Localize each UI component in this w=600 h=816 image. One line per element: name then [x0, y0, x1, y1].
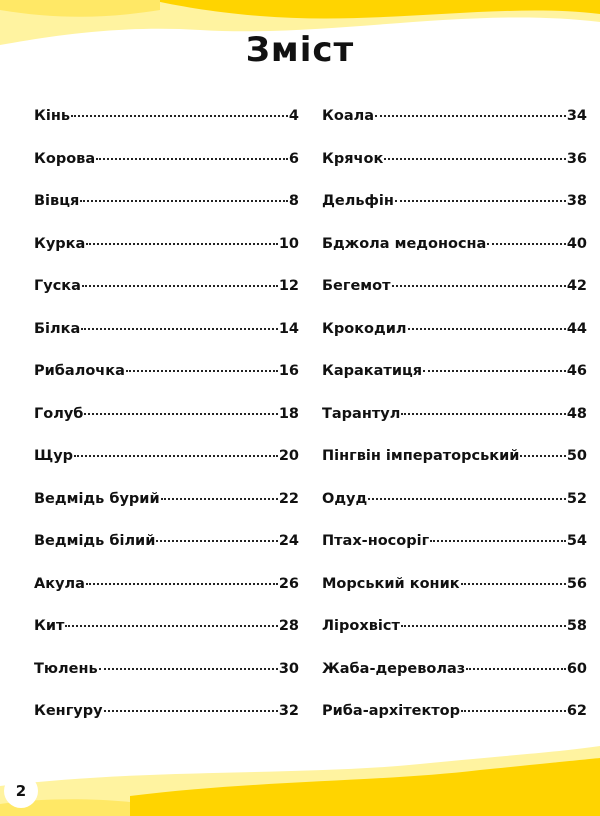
dot-leader	[368, 498, 566, 500]
toc-entry-page: 36	[566, 150, 587, 167]
dot-leader	[161, 498, 278, 500]
toc-entry-page: 62	[566, 703, 587, 719]
toc-entry-title: Птах-носоріг	[322, 533, 430, 549]
toc-entry[interactable]	[34, 321, 299, 364]
toc-entry-title: Кит	[34, 618, 65, 634]
toc-entry[interactable]	[322, 321, 587, 364]
toc-entry-title: Морський коник	[322, 575, 460, 592]
dot-leader	[82, 285, 278, 287]
toc-entry-page: 40	[566, 235, 587, 252]
page-title: Зміст	[245, 30, 355, 70]
toc-entry-title: Ведмідь білий	[34, 533, 156, 549]
toc-entry-title: Бджола медоносна	[322, 235, 487, 252]
dot-leader	[392, 285, 566, 287]
toc-entry[interactable]	[322, 576, 587, 619]
toc-entry[interactable]	[322, 533, 587, 576]
toc-entry-page: 20	[278, 448, 299, 464]
toc-entry[interactable]	[34, 661, 299, 704]
dot-leader	[104, 710, 278, 712]
toc-entry[interactable]	[34, 448, 299, 491]
toc-entry[interactable]	[34, 618, 299, 661]
toc-entry-title: Крячок	[322, 150, 384, 167]
toc-entry-page: 30	[278, 660, 299, 677]
dot-leader	[375, 115, 566, 117]
toc-entry[interactable]	[34, 406, 299, 449]
toc-entry-title: Курка	[34, 235, 86, 252]
toc-entry-page: 26	[278, 575, 299, 592]
dot-leader	[401, 625, 566, 627]
toc-entry-page: 10	[278, 235, 299, 252]
page-number: 2	[4, 774, 38, 808]
toc-entry[interactable]	[322, 193, 587, 236]
toc-entry-page: 54	[566, 533, 587, 549]
toc-entry-title: Гуска	[34, 278, 81, 294]
toc-entry-page: 34	[566, 108, 587, 124]
dot-leader	[487, 243, 565, 245]
toc-entry-page: 6	[288, 150, 299, 167]
toc-entry-page: 8	[288, 193, 299, 209]
dot-leader	[86, 243, 278, 245]
dot-leader	[408, 328, 566, 330]
toc-entry-page: 14	[278, 320, 299, 337]
toc-entry-title: Жаба-дереволаз	[322, 660, 466, 677]
toc-entry-page: 46	[566, 363, 587, 379]
toc-entry[interactable]	[34, 193, 299, 236]
toc-entry[interactable]	[322, 406, 587, 449]
toc-entry-page: 56	[566, 575, 587, 592]
toc-entry[interactable]	[322, 703, 587, 746]
toc-entry-title: Рибалочка	[34, 363, 125, 379]
dot-leader	[466, 668, 566, 670]
toc-entry[interactable]	[322, 151, 587, 194]
dot-leader	[384, 158, 566, 160]
dot-leader	[461, 710, 566, 712]
toc-entry-title: Каракатиця	[322, 363, 423, 379]
dot-leader	[395, 200, 566, 202]
toc-column-left	[34, 108, 299, 746]
toc-entry[interactable]	[34, 491, 299, 534]
toc-entry[interactable]	[322, 661, 587, 704]
dot-leader	[65, 625, 277, 627]
toc-entry-title: Коала	[322, 108, 375, 124]
dot-leader	[84, 413, 277, 415]
toc-entry-page: 44	[566, 320, 587, 337]
toc-entry[interactable]	[34, 533, 299, 576]
dot-leader	[156, 540, 277, 542]
toc-entry-title: Вівця	[34, 193, 80, 209]
toc-entry[interactable]	[34, 576, 299, 619]
toc-entry-title: Акула	[34, 575, 85, 592]
toc-entry-page: 18	[278, 405, 299, 422]
toc-entry-title: Голуб	[34, 405, 84, 422]
toc-entry-page: 24	[278, 533, 299, 549]
toc-entry-title: Крокодил	[322, 320, 407, 337]
toc-entry-title: Кенгуру	[34, 703, 103, 719]
toc-entry-title: Риба-архітектор	[322, 703, 461, 719]
dot-leader	[81, 328, 278, 330]
toc-entry[interactable]	[322, 491, 587, 534]
toc-entry-title: Білка	[34, 320, 81, 337]
toc-entry[interactable]	[322, 108, 587, 151]
toc-entry[interactable]	[322, 278, 587, 321]
toc-entry-title: Пінгвін імператорський	[322, 448, 520, 464]
toc-entry[interactable]	[34, 151, 299, 194]
dot-leader	[96, 158, 288, 160]
toc-entry-title: Корова	[34, 150, 96, 167]
toc-entry[interactable]	[34, 363, 299, 406]
toc-entry-page: 58	[566, 618, 587, 634]
toc-entry-page: 38	[566, 193, 587, 209]
toc-entry-page: 42	[566, 278, 587, 294]
toc-entry-page: 60	[566, 660, 587, 677]
toc-entry-title: Одуд	[322, 490, 368, 507]
toc-entry-title: Лірохвіст	[322, 618, 400, 634]
dot-leader	[423, 370, 566, 372]
toc-entry-page: 22	[278, 490, 299, 507]
dot-leader	[74, 455, 278, 457]
toc-entry[interactable]	[322, 448, 587, 491]
toc-entry[interactable]	[34, 108, 299, 151]
toc-entry-title: Щур	[34, 448, 74, 464]
toc-entry-page: 16	[278, 363, 299, 379]
toc-entry[interactable]	[34, 236, 299, 279]
dot-leader	[520, 455, 565, 457]
toc-entry-title: Тарантул	[322, 405, 401, 422]
toc-entry[interactable]	[34, 703, 299, 746]
toc-entry-title: Дельфін	[322, 193, 394, 209]
toc-entry-page: 48	[566, 405, 587, 422]
toc-entry-page: 4	[288, 108, 299, 124]
toc-column-right	[322, 108, 587, 746]
toc-entry-title: Ведмідь бурий	[34, 490, 160, 507]
dot-leader	[71, 115, 288, 117]
toc-entry-title: Кінь	[34, 108, 71, 124]
bottom-yellow-swoosh	[0, 746, 600, 816]
toc-entry-title: Тюлень	[34, 660, 98, 677]
dot-leader	[401, 413, 565, 415]
toc-entry-page: 32	[278, 703, 299, 719]
toc-entry[interactable]	[34, 278, 299, 321]
toc-entry-page: 52	[566, 490, 587, 507]
toc-entry[interactable]	[322, 363, 587, 406]
toc-entry-page: 50	[566, 448, 587, 464]
toc-entry-page: 12	[278, 278, 299, 294]
dot-leader	[86, 583, 278, 585]
dot-leader	[430, 540, 566, 542]
toc-entry-page: 28	[278, 618, 299, 634]
dot-leader	[99, 668, 278, 670]
toc-entry[interactable]	[322, 236, 587, 279]
dot-leader	[80, 200, 288, 202]
dot-leader	[126, 370, 278, 372]
toc-entry-title: Бегемот	[322, 278, 391, 294]
toc-entry[interactable]	[322, 618, 587, 661]
dot-leader	[461, 583, 566, 585]
